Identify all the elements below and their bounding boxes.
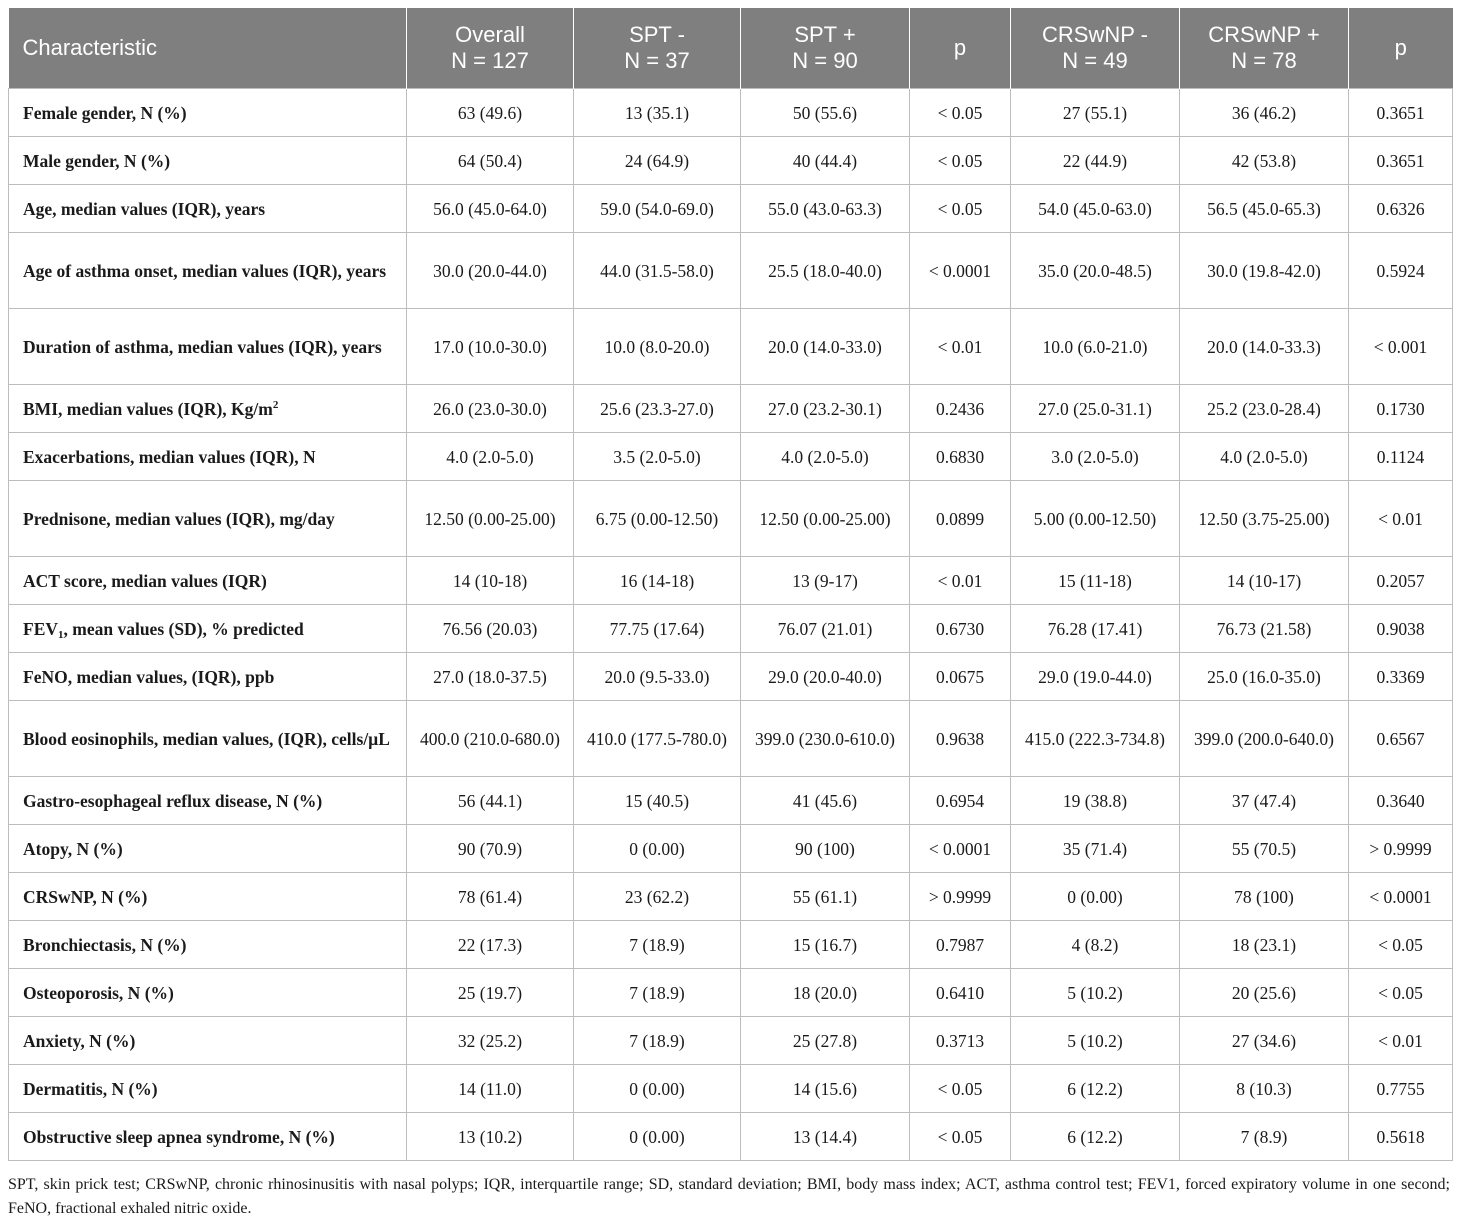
cell-overall: 90 (70.9) [407, 825, 574, 873]
cell-p-crswnp: > 0.9999 [1349, 825, 1453, 873]
table-row [9, 481, 1453, 557]
table-row [9, 309, 1453, 385]
cell-crswnp-positive: 14 (10-17) [1180, 557, 1349, 605]
cell-spt-negative: 0 (0.00) [574, 825, 741, 873]
cell-overall: 13 (10.2) [407, 1113, 574, 1161]
cell-p-spt: < 0.0001 [910, 233, 1011, 309]
cell-p-crswnp: 0.7755 [1349, 1065, 1453, 1113]
cell-overall: 400.0 (210.0-680.0) [407, 701, 574, 777]
cell-p-spt: < 0.05 [910, 1113, 1011, 1161]
cell-spt-positive: 13 (9-17) [741, 557, 910, 605]
cell-spt-negative: 0 (0.00) [574, 1065, 741, 1113]
row-label-text: BMI, median values (IQR), Kg/m [23, 398, 273, 419]
header-overall-title: Overall [455, 22, 525, 47]
table-row [9, 605, 1453, 653]
cell-spt-positive: 25 (27.8) [741, 1017, 910, 1065]
cell-crswnp-negative: 3.0 (2.0-5.0) [1011, 433, 1180, 481]
table-row [9, 873, 1453, 921]
cell-overall: 27.0 (18.0-37.5) [407, 653, 574, 701]
table-container [8, 8, 1452, 1221]
row-label: CRSwNP, N (%) [9, 873, 407, 921]
characteristics-table [8, 8, 1453, 1161]
cell-spt-negative: 24 (64.9) [574, 137, 741, 185]
cell-crswnp-negative: 4 (8.2) [1011, 921, 1180, 969]
header-row [9, 8, 1453, 89]
cell-spt-positive: 399.0 (230.0-610.0) [741, 701, 910, 777]
cell-spt-positive: 25.5 (18.0-40.0) [741, 233, 910, 309]
cell-p-crswnp: 0.5924 [1349, 233, 1453, 309]
row-label-text: , mean values (SD), % predicted [63, 618, 304, 639]
cell-p-crswnp: 0.2057 [1349, 557, 1453, 605]
cell-crswnp-positive: 56.5 (45.0-65.3) [1180, 185, 1349, 233]
cell-crswnp-negative: 15 (11-18) [1011, 557, 1180, 605]
cell-spt-positive: 76.07 (21.01) [741, 605, 910, 653]
cell-p-crswnp: 0.5618 [1349, 1113, 1453, 1161]
cell-p-spt: 0.6730 [910, 605, 1011, 653]
cell-spt-positive: 40 (44.4) [741, 137, 910, 185]
row-label: Atopy, N (%) [9, 825, 407, 873]
row-label: Exacerbations, median values (IQR), N [9, 433, 407, 481]
table-row [9, 1113, 1453, 1161]
row-label: Blood eosinophils, median values, (IQR), cells/µL [9, 701, 407, 777]
cell-spt-positive: 12.50 (0.00-25.00) [741, 481, 910, 557]
row-label: FeNO, median values, (IQR), ppb [9, 653, 407, 701]
cell-spt-negative: 44.0 (31.5-58.0) [574, 233, 741, 309]
cell-overall: 32 (25.2) [407, 1017, 574, 1065]
row-label: ACT score, median values (IQR) [9, 557, 407, 605]
cell-spt-positive: 55.0 (43.0-63.3) [741, 185, 910, 233]
cell-spt-positive: 14 (15.6) [741, 1065, 910, 1113]
cell-p-crswnp: 0.3651 [1349, 89, 1453, 137]
cell-overall: 78 (61.4) [407, 873, 574, 921]
cell-crswnp-positive: 20.0 (14.0-33.3) [1180, 309, 1349, 385]
cell-crswnp-negative: 5.00 (0.00-12.50) [1011, 481, 1180, 557]
cell-overall: 14 (11.0) [407, 1065, 574, 1113]
cell-p-spt: < 0.05 [910, 185, 1011, 233]
header-spt-positive-title: SPT + [794, 22, 856, 47]
cell-spt-negative: 7 (18.9) [574, 921, 741, 969]
cell-p-spt: 0.0675 [910, 653, 1011, 701]
cell-overall: 4.0 (2.0-5.0) [407, 433, 574, 481]
cell-spt-positive: 41 (45.6) [741, 777, 910, 825]
table-footnote: SPT, skin prick test; CRSwNP, chronic rhinosinusitis with nasal polyps; IQR, interquartile range; SD, standard deviation; BMI, body mass index; ACT, asthma control test; FEV1, forced expiratory volume in one second; FeNO, fractional exhaled nitric oxide. [8, 1176, 1450, 1217]
row-label: Dermatitis, N (%) [9, 1065, 407, 1113]
row-label: Female gender, N (%) [9, 89, 407, 137]
cell-crswnp-positive: 399.0 (200.0-640.0) [1180, 701, 1349, 777]
cell-p-crswnp: 0.1730 [1349, 385, 1453, 433]
cell-crswnp-positive: 36 (46.2) [1180, 89, 1349, 137]
cell-crswnp-negative: 6 (12.2) [1011, 1065, 1180, 1113]
cell-p-crswnp: < 0.05 [1349, 921, 1453, 969]
row-label: Duration of asthma, median values (IQR), years [9, 309, 407, 385]
cell-spt-positive: 50 (55.6) [741, 89, 910, 137]
header-crswnp-positive-n: N = 78 [1231, 48, 1297, 73]
row-label: Bronchiectasis, N (%) [9, 921, 407, 969]
cell-overall: 30.0 (20.0-44.0) [407, 233, 574, 309]
row-label [9, 385, 407, 433]
cell-spt-negative: 23 (62.2) [574, 873, 741, 921]
cell-crswnp-positive: 12.50 (3.75-25.00) [1180, 481, 1349, 557]
cell-spt-negative: 20.0 (9.5-33.0) [574, 653, 741, 701]
table-row [9, 433, 1453, 481]
cell-crswnp-positive: 37 (47.4) [1180, 777, 1349, 825]
cell-overall: 63 (49.6) [407, 89, 574, 137]
table-row [9, 557, 1453, 605]
cell-p-spt: < 0.01 [910, 557, 1011, 605]
cell-crswnp-negative: 22 (44.9) [1011, 137, 1180, 185]
cell-p-spt: 0.2436 [910, 385, 1011, 433]
cell-overall: 56.0 (45.0-64.0) [407, 185, 574, 233]
row-label: Obstructive sleep apnea syndrome, N (%) [9, 1113, 407, 1161]
cell-crswnp-positive: 18 (23.1) [1180, 921, 1349, 969]
table-row [9, 1065, 1453, 1113]
cell-p-crswnp: 0.6326 [1349, 185, 1453, 233]
cell-overall: 25 (19.7) [407, 969, 574, 1017]
header-overall [407, 8, 574, 89]
table-row [9, 969, 1453, 1017]
table-row [9, 777, 1453, 825]
cell-crswnp-positive: 30.0 (19.8-42.0) [1180, 233, 1349, 309]
cell-crswnp-positive: 42 (53.8) [1180, 137, 1349, 185]
cell-overall: 17.0 (10.0-30.0) [407, 309, 574, 385]
cell-spt-positive: 15 (16.7) [741, 921, 910, 969]
cell-overall: 26.0 (23.0-30.0) [407, 385, 574, 433]
cell-p-spt: 0.0899 [910, 481, 1011, 557]
cell-spt-positive: 18 (20.0) [741, 969, 910, 1017]
row-label: Male gender, N (%) [9, 137, 407, 185]
cell-p-spt: > 0.9999 [910, 873, 1011, 921]
cell-crswnp-negative: 0 (0.00) [1011, 873, 1180, 921]
cell-crswnp-negative: 19 (38.8) [1011, 777, 1180, 825]
table-row [9, 653, 1453, 701]
cell-crswnp-negative: 29.0 (19.0-44.0) [1011, 653, 1180, 701]
table-row [9, 385, 1453, 433]
cell-p-crswnp: 0.3369 [1349, 653, 1453, 701]
cell-p-crswnp: 0.1124 [1349, 433, 1453, 481]
cell-p-spt: 0.7987 [910, 921, 1011, 969]
cell-crswnp-negative: 54.0 (45.0-63.0) [1011, 185, 1180, 233]
header-p-crswnp: p [1349, 8, 1453, 89]
cell-p-crswnp: < 0.01 [1349, 1017, 1453, 1065]
table-row [9, 185, 1453, 233]
cell-spt-negative: 7 (18.9) [574, 1017, 741, 1065]
cell-p-crswnp: 0.9038 [1349, 605, 1453, 653]
header-crswnp-negative-n: N = 49 [1062, 48, 1128, 73]
row-label [9, 605, 407, 653]
header-crswnp-negative-title: CRSwNP - [1042, 22, 1148, 47]
cell-p-crswnp: < 0.0001 [1349, 873, 1453, 921]
header-spt-negative-title: SPT - [629, 22, 685, 47]
cell-spt-negative: 3.5 (2.0-5.0) [574, 433, 741, 481]
row-label: Age, median values (IQR), years [9, 185, 407, 233]
cell-spt-negative: 10.0 (8.0-20.0) [574, 309, 741, 385]
table-row [9, 1017, 1453, 1065]
row-label-subscript: 1 [58, 628, 64, 641]
cell-spt-positive: 4.0 (2.0-5.0) [741, 433, 910, 481]
table-row [9, 825, 1453, 873]
cell-crswnp-positive: 55 (70.5) [1180, 825, 1349, 873]
cell-spt-negative: 16 (14-18) [574, 557, 741, 605]
cell-spt-negative: 25.6 (23.3-27.0) [574, 385, 741, 433]
table-row [9, 233, 1453, 309]
cell-p-spt: < 0.05 [910, 89, 1011, 137]
row-label: Osteoporosis, N (%) [9, 969, 407, 1017]
cell-p-spt: < 0.05 [910, 137, 1011, 185]
cell-crswnp-negative: 35.0 (20.0-48.5) [1011, 233, 1180, 309]
cell-spt-negative: 6.75 (0.00-12.50) [574, 481, 741, 557]
cell-crswnp-negative: 5 (10.2) [1011, 969, 1180, 1017]
row-label: Age of asthma onset, median values (IQR), years [9, 233, 407, 309]
cell-spt-positive: 20.0 (14.0-33.0) [741, 309, 910, 385]
cell-p-spt: < 0.0001 [910, 825, 1011, 873]
cell-p-crswnp: 0.3651 [1349, 137, 1453, 185]
header-spt-positive-n: N = 90 [792, 48, 858, 73]
cell-spt-negative: 0 (0.00) [574, 1113, 741, 1161]
cell-crswnp-positive: 25.0 (16.0-35.0) [1180, 653, 1349, 701]
cell-overall: 22 (17.3) [407, 921, 574, 969]
table-row [9, 921, 1453, 969]
cell-overall: 14 (10-18) [407, 557, 574, 605]
cell-p-crswnp: < 0.01 [1349, 481, 1453, 557]
table-row [9, 137, 1453, 185]
header-p-spt: p [910, 8, 1011, 89]
cell-crswnp-positive: 8 (10.3) [1180, 1065, 1349, 1113]
cell-p-spt: 0.3713 [910, 1017, 1011, 1065]
cell-p-crswnp: < 0.001 [1349, 309, 1453, 385]
cell-spt-positive: 29.0 (20.0-40.0) [741, 653, 910, 701]
cell-spt-positive: 55 (61.1) [741, 873, 910, 921]
cell-crswnp-positive: 4.0 (2.0-5.0) [1180, 433, 1349, 481]
header-crswnp-negative [1011, 8, 1180, 89]
cell-crswnp-negative: 27 (55.1) [1011, 89, 1180, 137]
header-crswnp-positive [1180, 8, 1349, 89]
cell-spt-negative: 15 (40.5) [574, 777, 741, 825]
cell-p-spt: 0.6954 [910, 777, 1011, 825]
cell-p-spt: 0.9638 [910, 701, 1011, 777]
cell-overall: 76.56 (20.03) [407, 605, 574, 653]
cell-crswnp-negative: 35 (71.4) [1011, 825, 1180, 873]
cell-crswnp-positive: 20 (25.6) [1180, 969, 1349, 1017]
cell-spt-positive: 90 (100) [741, 825, 910, 873]
row-label-superscript: 2 [272, 398, 279, 411]
header-spt-positive [741, 8, 910, 89]
cell-spt-negative: 59.0 (54.0-69.0) [574, 185, 741, 233]
cell-p-crswnp: < 0.05 [1349, 969, 1453, 1017]
cell-crswnp-negative: 5 (10.2) [1011, 1017, 1180, 1065]
cell-crswnp-positive: 7 (8.9) [1180, 1113, 1349, 1161]
header-crswnp-positive-title: CRSwNP + [1208, 22, 1320, 47]
cell-spt-positive: 13 (14.4) [741, 1113, 910, 1161]
cell-crswnp-negative: 415.0 (222.3-734.8) [1011, 701, 1180, 777]
cell-crswnp-negative: 27.0 (25.0-31.1) [1011, 385, 1180, 433]
cell-p-crswnp: 0.6567 [1349, 701, 1453, 777]
cell-spt-negative: 7 (18.9) [574, 969, 741, 1017]
cell-crswnp-negative: 6 (12.2) [1011, 1113, 1180, 1161]
cell-overall: 56 (44.1) [407, 777, 574, 825]
cell-spt-negative: 410.0 (177.5-780.0) [574, 701, 741, 777]
cell-crswnp-positive: 76.73 (21.58) [1180, 605, 1349, 653]
row-label: Anxiety, N (%) [9, 1017, 407, 1065]
cell-crswnp-positive: 25.2 (23.0-28.4) [1180, 385, 1349, 433]
cell-crswnp-positive: 78 (100) [1180, 873, 1349, 921]
cell-crswnp-negative: 76.28 (17.41) [1011, 605, 1180, 653]
row-label: Prednisone, median values (IQR), mg/day [9, 481, 407, 557]
header-spt-negative [574, 8, 741, 89]
header-characteristic: Characteristic [9, 8, 407, 89]
cell-spt-positive: 27.0 (23.2-30.1) [741, 385, 910, 433]
cell-p-spt: 0.6410 [910, 969, 1011, 1017]
header-spt-negative-n: N = 37 [624, 48, 690, 73]
cell-p-spt: < 0.01 [910, 309, 1011, 385]
cell-crswnp-negative: 10.0 (6.0-21.0) [1011, 309, 1180, 385]
table-row [9, 701, 1453, 777]
row-label-prefix: FEV [23, 618, 58, 639]
cell-spt-negative: 77.75 (17.64) [574, 605, 741, 653]
cell-overall: 64 (50.4) [407, 137, 574, 185]
table-row [9, 89, 1453, 137]
cell-p-crswnp: 0.3640 [1349, 777, 1453, 825]
cell-p-spt: < 0.05 [910, 1065, 1011, 1113]
row-label: Gastro-esophageal reflux disease, N (%) [9, 777, 407, 825]
cell-crswnp-positive: 27 (34.6) [1180, 1017, 1349, 1065]
cell-p-spt: 0.6830 [910, 433, 1011, 481]
cell-overall: 12.50 (0.00-25.00) [407, 481, 574, 557]
header-overall-n: N = 127 [451, 48, 529, 73]
cell-spt-negative: 13 (35.1) [574, 89, 741, 137]
